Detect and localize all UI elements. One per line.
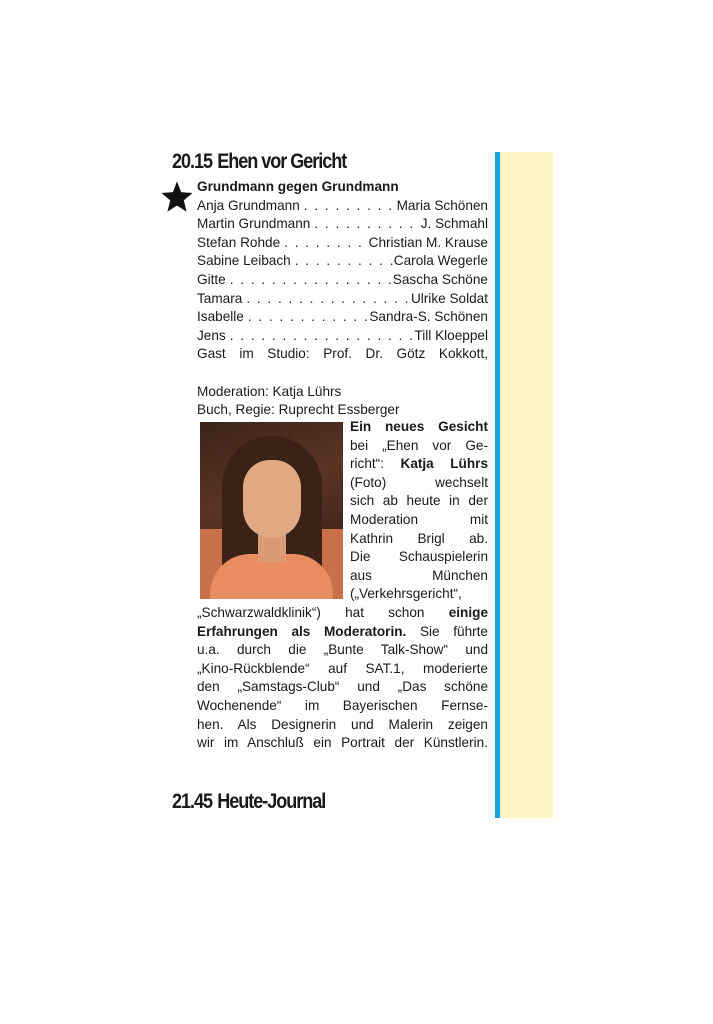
article-line — [197, 716, 488, 735]
article-text-run: einige — [448, 604, 488, 620]
article-text-run: aus München — [350, 567, 488, 583]
dot-leader — [314, 215, 419, 234]
cast-row — [197, 197, 488, 216]
cast-row — [197, 290, 488, 309]
article-text-run: (Foto) wechselt — [350, 474, 488, 490]
article-line — [350, 567, 488, 586]
program-time: 21.45 — [172, 790, 213, 813]
article-line — [197, 678, 488, 697]
dot-leader — [295, 252, 393, 271]
cast-row — [197, 271, 488, 290]
cast-actor: Sandra-S. Schönen — [369, 309, 488, 325]
cast-role: Martin Grundmann — [197, 216, 311, 232]
article-text-run: u.a. durch die „Bunte Talk-Show“ und — [197, 642, 488, 658]
program-heading-2 — [172, 790, 325, 814]
article-line — [350, 548, 488, 567]
dot-leader — [248, 308, 368, 327]
moderation-line: Moderation: Katja Lührs — [197, 383, 342, 399]
dot-leader — [304, 197, 396, 216]
article-line — [350, 530, 488, 549]
episode-subtitle: Grundmann gegen Grundmann — [197, 179, 399, 194]
article-line — [197, 734, 488, 753]
article-line — [197, 623, 488, 642]
cast-role: Jens — [197, 327, 226, 343]
article-text-run: Ein neues Gesicht — [350, 419, 488, 434]
dot-leader — [284, 234, 367, 253]
article-line — [350, 511, 488, 530]
direction-line: Buch, Regie: Ruprecht Essberger — [197, 402, 400, 418]
article-line — [350, 418, 488, 437]
program-time: 20.15 — [172, 150, 213, 173]
star-icon — [160, 180, 194, 214]
article-text-run: Kathrin Brigl ab. — [350, 530, 488, 546]
cast-row — [197, 215, 488, 234]
cast-actor: J. Schmahl — [420, 216, 488, 232]
dot-leader — [230, 271, 392, 290]
dot-leader — [246, 290, 410, 309]
guest-line: Gast im Studio: Prof. Dr. Götz Kokkott, — [197, 346, 488, 362]
cast-role: Tamara — [197, 290, 243, 306]
article-text-run: Die Schauspielerin — [350, 549, 488, 565]
article-text-run: Erfahrungen als Moderatorin. — [197, 623, 407, 639]
cast-role: Sabine Leibach — [197, 253, 291, 269]
article-line — [197, 641, 488, 660]
cast-actor: Christian M. Krause — [368, 234, 488, 250]
cast-row — [197, 252, 488, 271]
cast-list — [197, 197, 488, 346]
program-heading-1 — [172, 150, 346, 174]
cast-role: Isabelle — [197, 309, 244, 325]
cast-actor: Till Kloeppel — [414, 327, 488, 343]
article-line — [197, 604, 488, 623]
article-text-run: bei „Ehen vor Ge- — [350, 437, 488, 453]
cast-actor: Maria Schönen — [396, 197, 488, 213]
yellow-side-strip — [500, 152, 553, 818]
article-text-run: hen. Als Designerin und Malerin zeigen — [197, 716, 488, 732]
article-text-run: sich ab heute in der — [350, 493, 488, 509]
article-text — [197, 418, 488, 753]
article-text-run: den „Samstags-Club“ und „Das schöne — [197, 679, 488, 695]
article-text-run: Wochenende“ im Bayerischen Fernse- — [197, 697, 488, 713]
cast-role: Stefan Rohde — [197, 234, 281, 250]
cast-row — [197, 327, 488, 346]
cast-actor: Sascha Schöne — [392, 271, 488, 287]
article-line — [350, 585, 488, 604]
article-line — [350, 474, 488, 493]
cast-row — [197, 308, 488, 327]
cast-role: Anja Grundmann — [197, 197, 300, 213]
program-title: Heute-Journal — [217, 790, 326, 813]
article-text-run: („Verkehrsgericht“, — [350, 586, 462, 602]
article-text-run: „Schwarzwaldklinik“) hat schon — [197, 604, 449, 620]
article-line — [197, 697, 488, 716]
program-title: Ehen vor Gericht — [217, 150, 347, 173]
article-text-run: wir im Anschluß ein Portrait der Künstlerin. — [197, 735, 488, 751]
article-line — [197, 660, 488, 679]
program-details — [197, 178, 488, 420]
article-line — [350, 455, 488, 474]
article-text-run: Katja Lührs — [400, 456, 489, 472]
cast-row — [197, 234, 488, 253]
article-text-run: Sie führte — [406, 623, 488, 639]
cast-actor: Carola Wegerle — [393, 253, 488, 269]
article-line — [350, 437, 488, 456]
cast-role: Gitte — [197, 271, 226, 287]
article-text-run: Moderation mit — [350, 511, 488, 527]
blue-vertical-rule — [495, 152, 500, 818]
article-line — [350, 492, 488, 511]
cast-actor: Ulrike Soldat — [410, 290, 488, 306]
article-text-run: „Kino-Rückblende“ auf SAT.1, moderierte — [197, 660, 488, 676]
dot-leader — [230, 327, 414, 346]
article-text-run: richt“: — [350, 456, 401, 472]
